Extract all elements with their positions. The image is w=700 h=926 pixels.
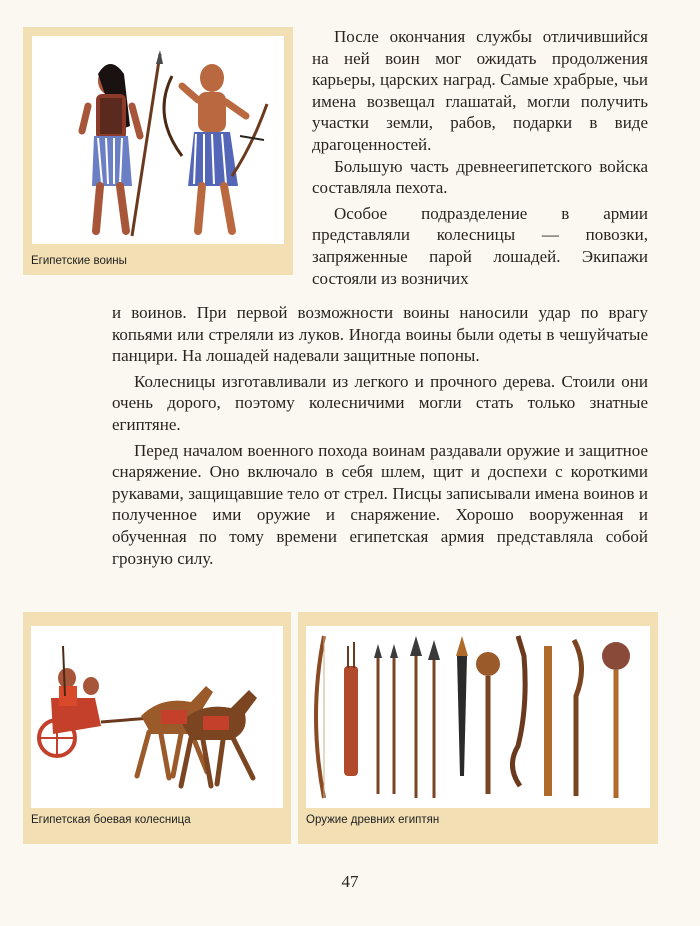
paragraph-1: После окончания службы отличившийся на ней воин мог ожидать продолжения карьеры, царских наград. Самые храбрые, чьи имена возвещал глашатай, могли получить участки земли, рабов, подарки в виде драгоценностей. <box>312 27 648 154</box>
chariot-image <box>39 646 151 756</box>
text-column-main <box>112 302 648 569</box>
chariot-illustration <box>31 626 283 808</box>
figure-weapons <box>298 612 658 844</box>
paragraph-2: Большую часть древнеегипетского войска составляла пехота. <box>312 156 648 198</box>
figure-caption-weapons: Оружие древних египтян <box>306 814 440 826</box>
warrior-spearman-image <box>82 50 163 236</box>
figure-caption-chariot: Египетская боевая колесница <box>31 814 191 826</box>
figure-warriors <box>23 27 293 275</box>
page-number: 47 <box>341 872 359 891</box>
figure-caption-warriors: Египетские воины <box>31 255 127 267</box>
horses-image <box>137 686 257 786</box>
weapons-image <box>316 636 630 798</box>
paragraph-3-start: Особое подразделение в армии представляли колесницы — повозки, запряженные парой лошадей. Экипажи состояли из возничих <box>312 203 648 288</box>
warriors-illustration <box>32 36 284 244</box>
text-column-top <box>312 26 648 289</box>
paragraph-5: Перед началом военного похода воинам раздавали оружие и защитное снаряжение. Оно включало в себя шлем, щит и доспехи с короткими рукавами, защищавшие тело от стрел. Писцы записывали имена воинов и полученное ими оружие и снаряжение. Хорошо вооруженная и обученная по тому времени египетская армия представляла собой грозную силу. <box>112 440 648 568</box>
weapons-illustration <box>306 626 650 808</box>
figure-chariot <box>23 612 291 844</box>
warrior-archer-image <box>164 64 267 231</box>
paragraph-3-end: и воинов. При первой возможности воины наносили удар по врагу копьями или стреляли из луков. Иногда воины были одеты в чешуйчатые панцири. На лошадей надевали защитные попоны. <box>112 303 648 366</box>
paragraph-4: Колесницы изготавливали из легкого и прочного дерева. Стоили они очень дорого, поэтому колесничими могли стать только знатные египтяне. <box>112 371 648 434</box>
